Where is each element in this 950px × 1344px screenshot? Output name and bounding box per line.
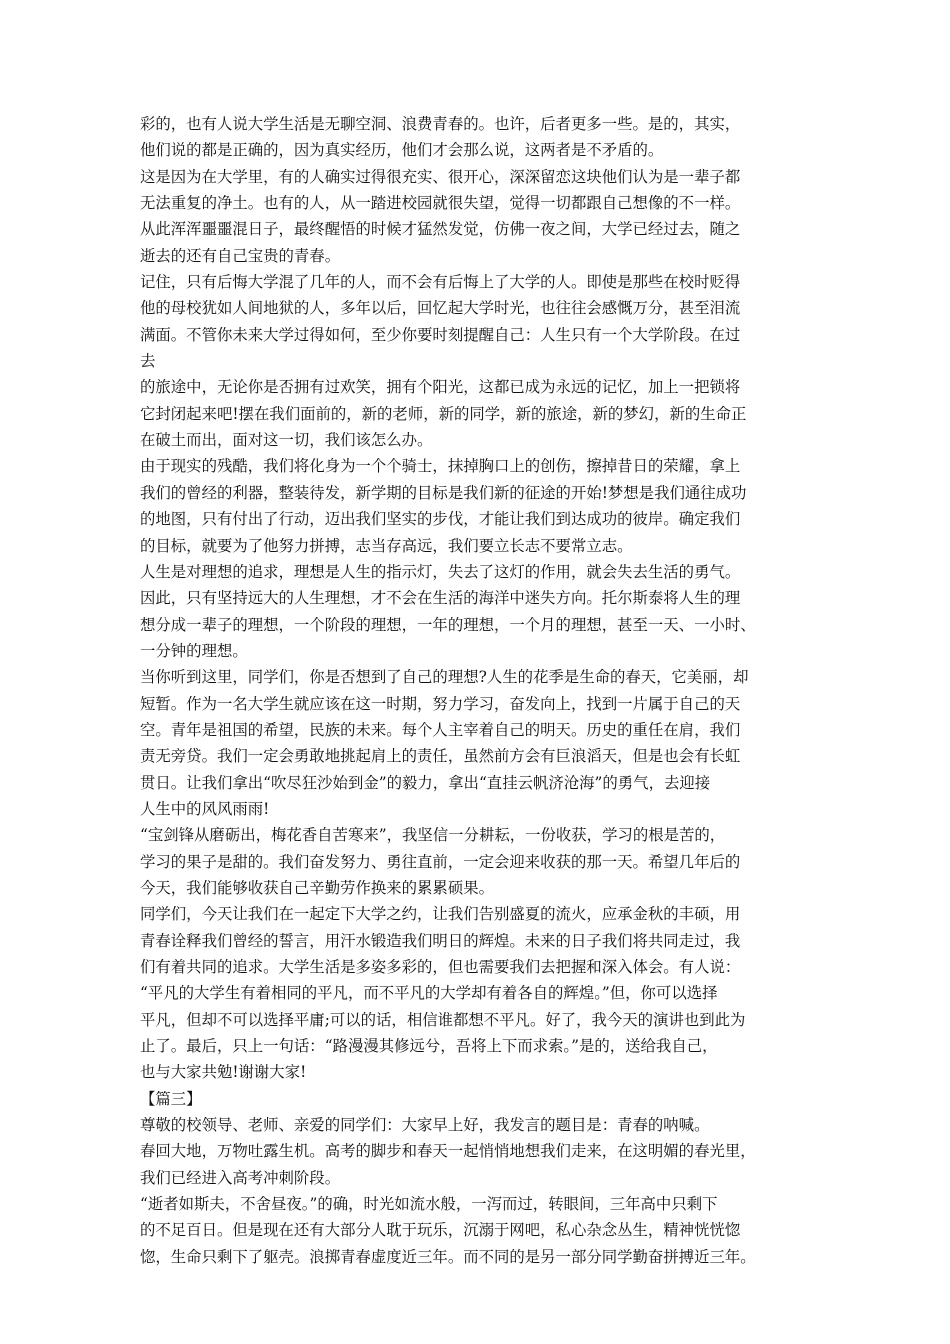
text-line: “平凡的大学生有着相同的平凡，而不平凡的大学却有着各自的辉煌。”但，你可以选择 [140, 984, 718, 1003]
text-line: 的旅途中，无论你是否拥有过欢笑，拥有个阳光，这都已成为永远的记忆，加上一把锁将 [140, 378, 741, 397]
text-line: 青春诠释我们曾经的誓言，用汗水锻造我们明日的辉煌。未来的日子我们将共同走过，我 [140, 931, 741, 950]
text-line: 满面。不管你未来大学过得如何，至少你要时刻提醒自己：人生只有一个大学阶段。在过 [140, 325, 741, 344]
text-line: 人生中的风风雨雨! [140, 799, 270, 818]
text-line: 从此浑浑噩噩混日子，最终醒悟的时候才猛然发觉，仿佛一夜之间，大学已经过去，随之 [140, 220, 741, 239]
text-line: 惚，生命只剩下了躯壳。浪掷青春虚度近三年。而不同的是另一部分同学勤奋拼搏近三年。 [140, 1247, 756, 1266]
text-line: 这是因为在大学里，有的人确实过得很充实、很开心，深深留恋这块他们认为是一辈子都 [140, 167, 741, 186]
text-line: 一分钟的理想。 [140, 641, 248, 660]
document-body [140, 111, 824, 1270]
text-line: 止了。最后，只上一句话：“路漫漫其修远兮，吾将上下而求索。”是的，送给我自己， [140, 1037, 718, 1056]
text-line: 在破土而出，面对这一切，我们该怎么办。 [140, 431, 433, 450]
text-line: 春回大地，万物吐露生机。高考的脚步和春天一起悄悄地想我们走来，在这明媚的春光里， [140, 1142, 756, 1161]
text-line: 我们的曾经的利器，整装待发，新学期的目标是我们新的征途的开始!梦想是我们通往成功 [140, 483, 747, 502]
text-line: 尊敬的校领导、老师、亲爱的同学们：大家早上好，我发言的题目是：青春的呐喊。 [140, 1116, 710, 1135]
text-line: 今天，我们能够收获自己辛勤劳作换来的累累硕果。 [140, 878, 494, 897]
text-line: 逝去的还有自己宝贵的青春。 [140, 246, 341, 265]
text-line: 【篇三】 [140, 1089, 202, 1108]
text-line: 短暂。作为一名大学生就应该在这一时期，努力学习，奋发向上，找到一片属于自己的天 [140, 694, 741, 713]
text-line: 记住，只有后悔大学混了几年的人，而不会有后悔上了大学的人。即使是那些在校时贬得 [140, 273, 741, 292]
text-line: 的不足百日。但是现在还有大部分人耽于玩乐，沉溺于网吧，私心杂念丛生，精神恍恍惚 [140, 1221, 741, 1240]
text-line: 们有着共同的追求。大学生活是多姿多彩的，但也需要我们去把握和深入体会。有人说： [140, 958, 741, 976]
text-line: 也与大家共勉!谢谢大家! [140, 1063, 307, 1082]
text-line: 无法重复的净土。也有的人，从一踏进校园就很失望，觉得一切都跟自己想像的不一样。 [140, 194, 741, 213]
text-line: 同学们，今天让我们在一起定下大学之约，让我们告别盛夏的流火，应承金秋的丰硕，用 [140, 905, 741, 924]
text-line: 他的母校犹如人间地狱的人，多年以后，回忆起大学时光，也往往会感慨万分，甚至泪流 [140, 299, 741, 318]
text-line: “逝者如斯夫，不舍昼夜。”的确，时光如流水般，一泻而过，转眼间，三年高中只剩下 [140, 1195, 718, 1214]
text-line: 空。青年是祖国的希望，民族的未来。每个人主宰着自己的明天。历史的重任在肩，我们 [140, 720, 741, 739]
text-line: 当你听到这里，同学们，你是否想到了自己的理想?人生的花季是生命的春天，它美丽，却 [140, 668, 749, 687]
text-line: 由于现实的残酷，我们将化身为一个个骑士，抹掉胸口上的创伤，擦掉昔日的荣耀，拿上 [140, 457, 741, 476]
text-line: 平凡，但却不可以选择平庸;可以的话，相信谁都想不平凡。好了，我今天的演讲也到此为 [140, 1010, 746, 1029]
text-line: 的目标，就要为了他努力拼搏，志当存高远，我们要立长志不要常立志。 [140, 536, 633, 555]
text-line: 学习的果子是甜的。我们奋发努力、勇往直前，一定会迎来收获的那一天。希望几年后的 [140, 852, 741, 871]
text-line: “宝剑锋从磨砺出，梅花香自苦寒来”，我坚信一分耕耘，一份收获，学习的根是苦的， [140, 826, 726, 845]
text-line: 的地图，只有付出了行动，迈出我们坚实的步伐，才能让我们到达成功的彼岸。确定我们 [140, 510, 741, 529]
text-line: 去 [140, 352, 156, 371]
text-line: 彩的，也有人说大学生活是无聊空洞、浪费青春的。也许，后者更多一些。是的，其实， [140, 115, 741, 133]
text-line: 想分成一辈子的理想，一个阶段的理想，一年的理想，一个月的理想，甚至一天、一小时、 [140, 615, 756, 634]
text-line: 因此，只有坚持远大的人生理想，才不会在生活的海洋中迷失方向。托尔斯泰将人生的理 [140, 589, 741, 608]
text-line: 责无旁贷。我们一定会勇敢地挑起肩上的责任，虽然前方会有巨浪滔天，但是也会有长虹 [140, 747, 741, 766]
text-line: 他们说的都是正确的，因为真实经历，他们才会那么说，这两者是不矛盾的。 [140, 141, 664, 160]
text-line: 我们已经进入高考冲刺阶段。 [140, 1168, 341, 1187]
text-line: 它封闭起来吧!摆在我们面前的，新的老师，新的同学，新的旅途，新的梦幻，新的生命正 [140, 404, 747, 423]
text-line: 人生是对理想的追求，理想是人生的指示灯，失去了这灯的作用，就会失去生活的勇气。 [140, 562, 741, 581]
text-line: 贯日。让我们拿出“吹尽狂沙始到金”的毅力，拿出“直挂云帆济沧海”的勇气，去迎接 [140, 773, 711, 792]
